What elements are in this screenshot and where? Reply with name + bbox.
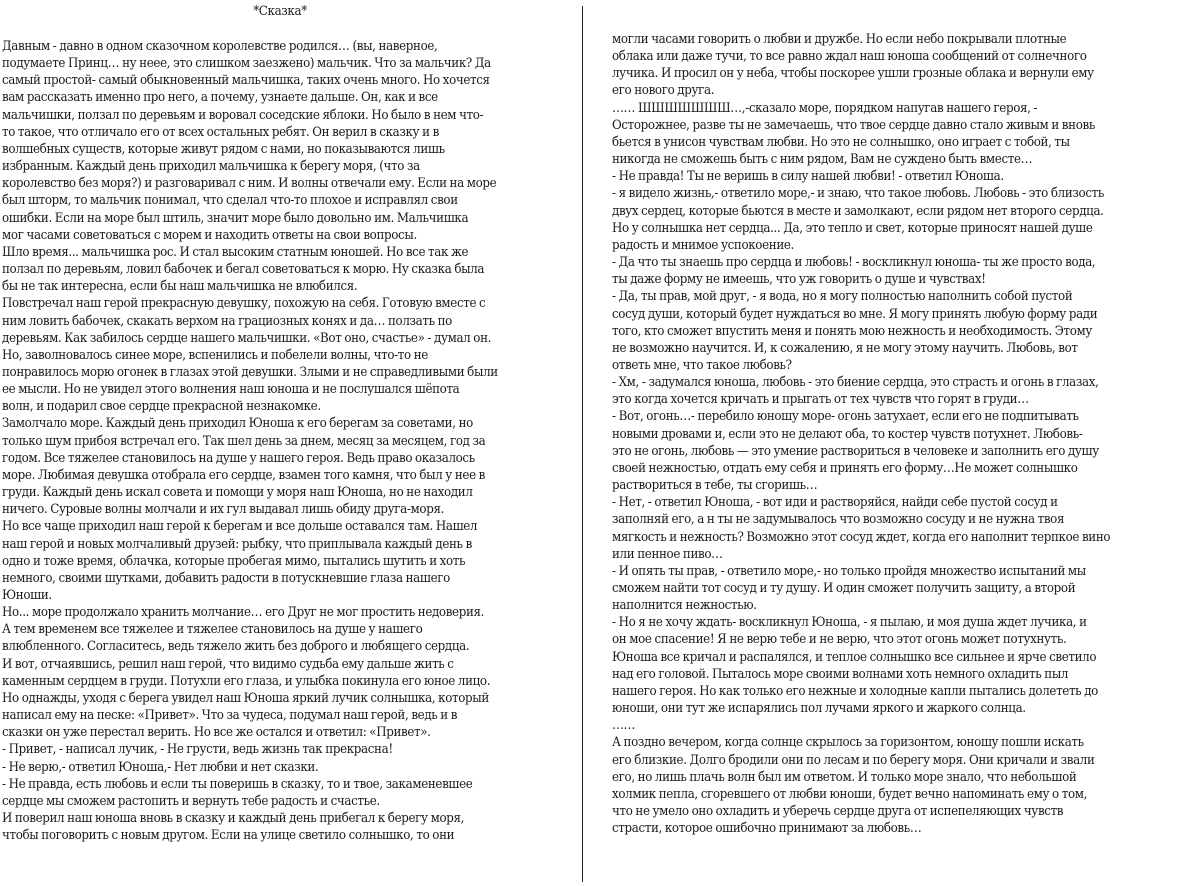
text-line: королевство без моря?) и разговаривал с ним. И волны отвечали ему. Если на море (2, 176, 497, 192)
text-line: - Хм, - задумался юноша, любовь - это биение сердца, это страсть и огонь в глазах, (612, 375, 1099, 391)
text-line: ответь мне, что такое любовь? (612, 357, 792, 373)
text-line: наш герой и новых молчаливый друзей: рыбку, что приплывала каждый день в (2, 536, 472, 552)
text-line: - Да что ты знаешь про сердца и любовь! - воскликнул юноша- ты же просто вода, (612, 255, 1096, 271)
text-line: страсти, которое ошибочно принимают за любовь… (612, 821, 922, 837)
text-line: Но... море продолжало хранить молчание… его Друг не мог простить недоверия. (2, 605, 485, 621)
text-line: холмик пепла, сгоревшего от любви юноши, будет вечно напоминать ему о том, (612, 786, 1088, 802)
text-line: волн, и подарил свое сердце прекрасной незнакомке. (2, 399, 321, 415)
text-line: мальчишки, ползал по деревьям и воровал соседские яблоки. Но было в нем что- (2, 107, 484, 123)
text-line: - Не правда! Ты не веришь в силу нашей любви! - ответил Юноша. (612, 169, 1004, 185)
left-column (2, 3, 574, 844)
text-line: море. Любимая девушка отобрала его сердце, взамен того камня, что был у нее в (2, 467, 485, 483)
right-column-text (612, 31, 1182, 837)
text-line: - Да, ты прав, мой друг, - я вода, но я могу полностью наполнить собой пустой (612, 289, 1073, 305)
text-line: его, но лишь плачь волн был им ответом. И только море знало, что небольшой (612, 769, 1077, 785)
text-line: Но у солнышка нет сердца... Да, это тепло и свет, которые приносят нашей душе (612, 220, 1093, 236)
text-line: каменным сердцем в груди. Потухли его глаза, и улыбка покинула его юное лицо. (2, 673, 491, 689)
right-column (612, 31, 1182, 837)
text-line: годом. Все тяжелее становилось на душе у нашего героя. Ведь право оказалось (2, 450, 475, 466)
text-line: волшебных существ, которые живут рядом с нами, но показываются лишь (2, 141, 445, 157)
text-line: …… ШШШШШШШ…,-сказало море, порядком напугав нашего героя, - (612, 100, 1038, 116)
text-line: написал ему на песке: «Привет». Что за чудеса, подумал наш герой, ведь и в (2, 708, 458, 724)
text-line: сможем найти тот сосуд и ту душу. И один сможет получить защиту, а второй (612, 581, 1076, 596)
text-line: новыми дровами и, если это не делают оба, то костер чувств потухнет. Любовь- (612, 426, 1083, 442)
text-line: что не умело оно охладить и уберечь сердце друга от испепеляющих чувств (612, 804, 1064, 820)
left-column-text (2, 38, 574, 844)
text-line: …… (612, 718, 636, 734)
text-line: никогда не сможешь быть с ним рядом, Вам не суждено быть вместе… (612, 152, 1033, 168)
text-line: сердце мы сможем растопить и вернуть тебе радость и счастье. (2, 793, 380, 809)
text-line: А тем временем все тяжелее и тяжелее становилось на душе у нашего (2, 622, 423, 638)
text-line: груди. Каждый день искал совета и помощи у моря наш Юноша, но не находил (2, 485, 473, 501)
text-line: нашего героя. Но как только его нежные и холодные капли пытались долететь до (612, 683, 1098, 699)
text-line: Осторожнее, разве ты не замечаешь, что твое сердце давно стало живым и вновь (612, 117, 1095, 133)
text-line: одно и тоже время, облачка, которые пробегая мимо, пытались шутить и хоть (2, 553, 466, 569)
text-line: деревьям. Как забилось сердце нашего мальчишки. «Вот оно, счастье» - думал он. (2, 330, 492, 346)
text-line: Давным - давно в одном сказочном королевстве родился… (вы, наверное, (2, 39, 438, 54)
text-line: - я видело жизнь,- ответило море,- и знаю, что такое любовь. Любовь - это близость (612, 186, 1104, 202)
text-line: радость и мнимое успокоение. (612, 237, 794, 253)
text-line: того, кто сможет впустить меня и понять мою нежность и необходимость. Этому (612, 323, 1093, 339)
text-line: немного, своими шутками, добавить радости в потускневшие глаза нашего (2, 570, 450, 586)
text-line: своей нежностью, отдать ему себя и принять его форму…Не может солнышко (612, 460, 1078, 476)
text-line: был шторм, то мальчик понимал, что сделал что-то плохое и исправлял свои (2, 193, 458, 209)
document-title: *Сказка* (253, 4, 307, 19)
text-line: его близкие. Долго бродили они по лесам и по берегу моря. Они кричали и звали (612, 752, 1095, 768)
text-line: заполняй его, а н ты не задумывалось что возможно сосуду и не нужна твоя (612, 512, 1065, 528)
text-line: - Не правда, есть любовь и если ты поверишь в сказку, то и твое, закаменевшее (2, 776, 473, 792)
text-line: И вот, отчаявшись, решил наш герой, что видимо судьба ему дальше жить с (2, 656, 454, 672)
text-line: бьется в унисон чувствам любви. Но это не солнышко, оно играет с тобой, ты (612, 134, 1070, 150)
text-line: раствориться в тебе, ты сгоришь… (612, 478, 818, 494)
text-line: самый простой- самый обыкновенный мальчишка, таких очень много. Но хочется (2, 73, 490, 89)
text-line: не возможно научится. И, к сожалению, я не могу этому научить. Любовь, вот (612, 340, 1078, 356)
text-line: подумаете Принц… ну неее, это слишком заезжено) мальчик. Что за мальчик? Да (2, 56, 491, 72)
text-line: избранным. Каждый день приходил мальчишка к берегу моря, (что за (2, 159, 420, 175)
text-line: ошибки. Если на море был штиль, значит море было довольно им. Мальчишка (2, 210, 469, 226)
text-line: Замолчало море. Каждый день приходил Юноша к его берегам за советами, но (2, 416, 473, 432)
text-line: облака или даже тучи, то все равно ждал наш юноша сообщений от солнечного (612, 49, 1087, 65)
text-line: - И опять ты прав, - ответило море,- но только пройдя множество испытаний мы (612, 563, 1086, 579)
text-line: чтобы поговорить с новым другом. Если на улице светило солнышко, то они (2, 828, 455, 844)
text-line: ним ловить бабочек, скакать верхом на грациозных конях и да… ползать по (2, 313, 452, 329)
text-line: юноши, они тут же испарялись пол лучами яркого и жаркого солнца. (612, 701, 1026, 717)
text-line: он мое спасение! Я не верю тебе и не верю, что этот огонь может потухнуть. (612, 632, 1067, 648)
text-line: его нового друга. (612, 83, 715, 99)
text-line: - Не верю,- ответил Юноша,- Нет любви и нет сказки. (2, 759, 319, 775)
text-line: это не огонь, любовь — это умение раствориться в человеке и заполнить его душу (612, 443, 1099, 459)
text-line: двух сердец, которые бьются в месте и замолкают, если рядом нет второго сердца. (612, 203, 1104, 219)
text-line: или пенное пиво… (612, 546, 723, 562)
text-line: Юноши. (2, 588, 52, 603)
text-line: лучика. И просил он у неба, чтобы поскорее ушли грозные облака и вернули ему (612, 66, 1094, 82)
text-line: могли часами говорить о любви и дружбе. Но если небо покрывали плотные (612, 32, 1067, 47)
text-line: - Нет, - ответил Юноша, - вот иди и растворяйся, найди себе пустой сосуд и (612, 495, 1058, 511)
text-line: И поверил наш юноша вновь в сказку и каждый день прибегал к берегу моря, (2, 811, 465, 827)
text-line: - Но я не хочу ждать- воскликнул Юноша, - я пылаю, и моя душа ждет лучика, и (612, 615, 1087, 631)
text-line: Юноша все кричал и распалялся, и теплое солнышко все сильнее и ярче светило (612, 649, 1097, 665)
text-line: бы не так интересна, если бы наш мальчишка не влюбился. (2, 279, 358, 295)
text-line: то такое, что отличало его от всех остальных ребят. Он верил в сказку и в (2, 124, 439, 140)
text-line: мог часами советоваться с морем и находить ответы на свои вопросы. (2, 227, 417, 243)
text-line: ничего. Суровые волны молчали и их гул выдавал лишь обиду друга-моря. (2, 502, 445, 518)
text-line: сказки он уже перестал верить. Но все же остался и ответил: «Привет». (2, 725, 431, 741)
text-line: мягкость и нежность? Возможно этот сосуд ждет, когда его наполнит терпкое вино (612, 529, 1111, 545)
column-divider (582, 6, 583, 882)
text-line: Но однажды, уходя с берега увидел наш Юноша яркий лучик солнышка, который (2, 690, 489, 706)
text-line: вам рассказать именно про него, а почему, узнаете дальше. Он, как и все (2, 90, 438, 106)
text-line: над его головой. Пыталось море своими волнами хоть немного охладить пыл (612, 666, 1069, 682)
text-line: влюбленного. Согласитесь, ведь тяжело жить без доброго и любящего сердца. (2, 639, 470, 655)
text-line: ее мысли. Но не увидел этого волнения наш юноша и не послушался шёпота (2, 382, 460, 398)
text-line: Шло время... мальчишка рос. И стал высоким статным юношей. Но все так же (2, 244, 469, 260)
text-line: ползал по деревьям, ловил бабочек и бегал советоваться к морю. Ну сказка была (2, 262, 485, 278)
text-line: Но, заволновалось синее море, вспенились и побелели волны, что-то не (2, 347, 428, 363)
text-line: ты даже форму не имеешь, что уж говорить о душе и чувствах! (612, 272, 986, 288)
text-line: наполнится нежностью. (612, 598, 757, 614)
text-line: - Вот, огонь…- перебило юношу море- огонь затухает, если его не подпитывать (612, 409, 1079, 425)
text-line: А поздно вечером, когда солнце скрылось за горизонтом, юношу пошли искать (612, 735, 1084, 751)
text-line: Повстречал наш герой прекрасную девушку, похожую на себя. Готовую вместе с (2, 296, 486, 312)
text-line: понравилось морю огонек в глазах этой девушки. Злыми и не справедливыми были (2, 364, 498, 380)
text-line: только шум прибоя встречал его. Так шел день за днем, месяц за месяцем, год за (2, 433, 486, 449)
text-line: это когда хочется кричать и прыгать от тех чувств что горят в груди… (612, 392, 1029, 408)
text-line: Но все чаще приходил наш герой к берегам и все дольше оставался там. Нашел (2, 519, 478, 535)
text-line: - Привет, - написал лучик, - Не грусти, ведь жизнь так прекрасна! (2, 742, 393, 758)
text-line: сосуд души, который будет нуждаться во мне. Я могу принять любую форму ради (612, 306, 1098, 322)
